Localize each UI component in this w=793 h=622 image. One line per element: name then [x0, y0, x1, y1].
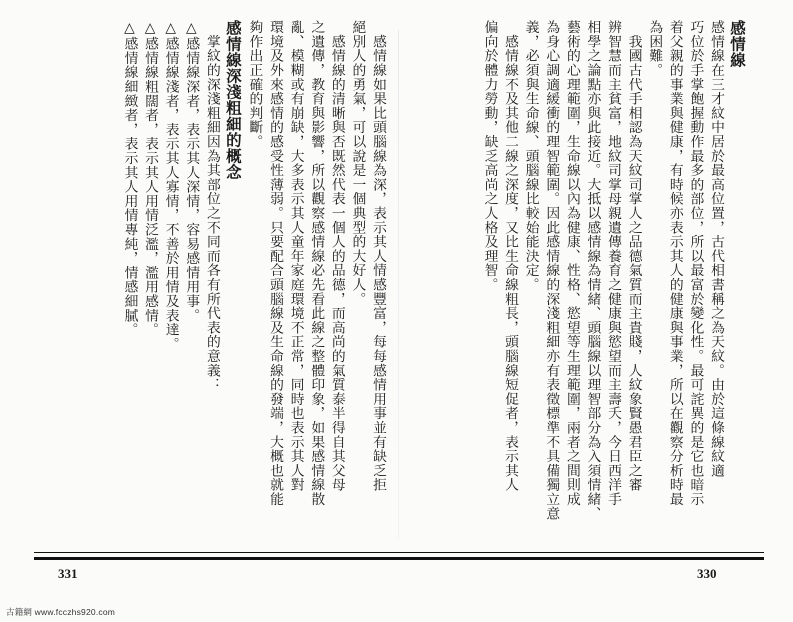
text-column: 我國古代手相認為天紋司掌人之品德氣質而主貴賤，人紋象賢愚君臣之審 — [625, 20, 642, 492]
right-page — [400, 20, 760, 560]
text-column: 絕別人的勇氣，可以說是一個典型的大好人。 — [349, 20, 366, 306]
text-column: 亂、模糊或有崩缺，大多表示其人童年家庭環境不正常，同時也表示其人對 — [287, 20, 304, 492]
section-heading: 感情線 — [728, 20, 747, 68]
text-column: 巧位於手掌飽握動作最多的部位，所以最富於變化性。最可詫異的是它也暗示 — [687, 20, 704, 507]
page-number-left: 331 — [58, 566, 78, 581]
left-page-text — [119, 20, 388, 520]
right-page-text — [479, 20, 748, 520]
text-column: 為身心調適緩衝的理智範圍。因此感情線的深淺粗細亦有表徵標準不具備獨立意 — [543, 20, 560, 521]
page-number-right: 330 — [697, 566, 717, 581]
subsection-heading: 感情線深淺粗細的概念 — [223, 20, 243, 180]
text-column: 夠作出正確的判斷。 — [246, 20, 263, 149]
source-watermark: 古籍網 www.fcczhs920.com — [6, 607, 116, 617]
text-column: 辨智慧而主貧富，地紋司掌母親遺傳養育之健康與慾望而主壽夭，今日西洋手 — [605, 20, 622, 507]
left-page — [40, 20, 400, 560]
intro-text: 掌紋的深淺粗細因為其部位之不同而各有所代表的意義： — [203, 20, 220, 392]
text-column: 藝術的心理範圍，生命線以內為健康、性格、慾望等生理範圍，兩者之間則成 — [563, 20, 580, 507]
list-item: △感情線細緻者，表示其人用情專純，情感細膩。 — [121, 20, 138, 337]
footer-rule-thick — [34, 557, 764, 560]
text-column: 之遺傳，教育與影響，所以觀察感情線必先看此線之整體印象，如果感情線散 — [308, 20, 325, 507]
text-column: 義，必須與生命線、頭腦線比較始能決定。 — [522, 20, 539, 292]
text-column: 感情線在三才紋中居於最高位置，古代相書稱之為天紋。由於這條線紋適 — [708, 20, 724, 478]
text-column: 偏向於體力勞動，缺乏高尚之人格及理智。 — [481, 20, 498, 292]
text-column: 為困難。 — [646, 20, 663, 78]
list-item: △感情線粗闊者，表示其人用情泛濫，濫用感情。 — [142, 20, 159, 337]
list-item: △感情線深者，表示其人深情，容易感情用事。 — [183, 20, 200, 323]
text-column: 感情線如果比頭腦線為深，表示其人情感豐富，每每感情用事並有缺乏拒 — [370, 20, 386, 492]
text-column: 相學之論點亦與此接近。大抵以感情線為情緒、頭腦線以理智部分為入須情緒、 — [584, 20, 601, 521]
text-column: 環境及外來感情的感受性薄弱。只要配合頭腦線及生命線的發端，大概也就能 — [267, 20, 284, 507]
text-column: 着父親的事業與健康，有時候亦表示其人的健康與事業，所以在觀察分析時最 — [666, 20, 683, 507]
list-item: △感情線淺者，表示其人寡情，不善於用情及表達。 — [162, 20, 179, 352]
text-column: 感情線的清晰與否既然代表一個人的品德，而高尚的氣質泰半得自其父母 — [328, 20, 345, 492]
footer-rule-thin — [34, 552, 764, 553]
text-column: 感情線不及其他二線之深度，又比生命線粗長，頭腦線短促者，表示其人 — [502, 20, 519, 492]
